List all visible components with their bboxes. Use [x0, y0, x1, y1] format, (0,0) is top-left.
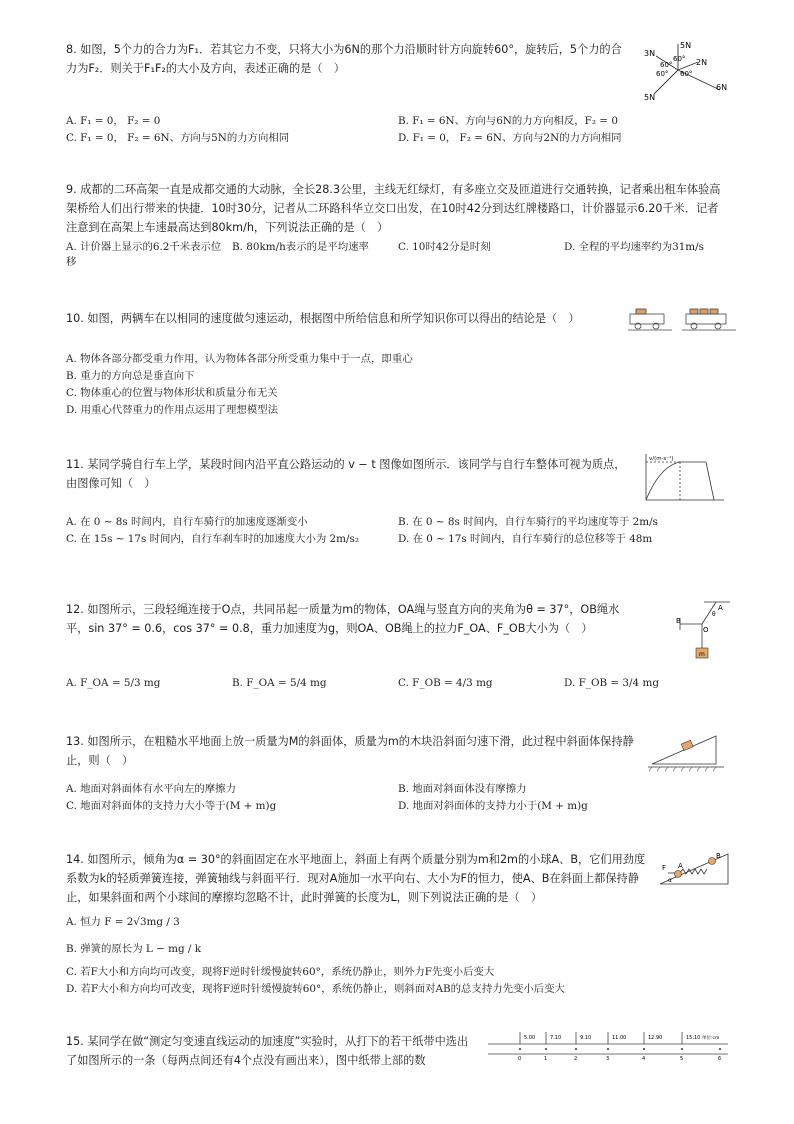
q12-option-c[interactable]: C. F_OB = 4/3 mg — [398, 677, 493, 689]
q8-label-2n: 2N — [696, 58, 708, 67]
question-10 — [66, 309, 626, 328]
q10-option-b[interactable]: B. 重力的方向总是垂直向下 — [66, 370, 195, 382]
question-13 — [66, 732, 636, 770]
question-10-stem: 10. 如图，两辆车在以相同的速度做匀速运动，根据图中所给信息和所学知识你可以得出的结论是（ ） — [66, 312, 580, 325]
q13-incline-figure — [648, 732, 724, 772]
q8-label-3n: 3N — [644, 49, 656, 58]
q12-rope-diagram — [676, 598, 734, 662]
q15-point-3: 3 — [606, 1056, 610, 1060]
q15-point-0: 0 — [518, 1056, 522, 1060]
q15-point-5: 5 — [680, 1056, 684, 1060]
question-11-stem: 11. 某同学骑自行车上学，某段时间内沿平直公路运动的 v − t 图像如图所示．该同学与自行车整体可视为质点，由图像可知（ ） — [66, 458, 626, 490]
q8-force-diagram — [636, 38, 736, 104]
q13-option-a[interactable]: A. 地面对斜面体有水平向左的摩擦力 — [66, 783, 236, 795]
q8-angle-4: 60° — [680, 70, 693, 78]
q12-label-theta: θ — [712, 611, 716, 618]
q11-option-b[interactable]: B. 在 0 ∼ 8s 时间内，自行车骑行的平均速度等于 2m/s — [398, 516, 658, 528]
question-9 — [66, 180, 726, 237]
q15-segment-1: 5.00 — [524, 1035, 536, 1041]
q15-segment-3: 9.10 — [580, 1035, 592, 1041]
question-12-stem: 12. 如图所示，三段轻绳连接于O点，共同吊起一质量为m的物体，OA绳与竖直方向的夹角为θ = 37°，OB绳水平，sin 37° = 0.6，cos 37° = 0.8，重力加速度为g，则OA、OB绳上的拉力F_OA、F_OB大小为（ ） — [66, 603, 620, 635]
q10-option-c[interactable]: C. 物体重心的位置与物体形状和质量分布无关 — [66, 387, 278, 399]
q14-option-d[interactable]: D. 若F大小和方向均可改变，现将F逆时针缓慢旋转60°，系统仍静止，则斜面对AB的总支持力先变小后变大 — [66, 983, 565, 995]
q12-label-o: O — [703, 626, 709, 634]
q15-segment-5: 12.90 — [648, 1035, 663, 1041]
q15-segment-6: 15.10 — [686, 1035, 701, 1041]
q14-option-b[interactable]: B. 弹簧的原长为 L − mg / k — [66, 943, 202, 955]
q15-point-6: 6 — [718, 1056, 722, 1060]
q8-option-a[interactable]: A. F₁ = 0， F₂ = 0 — [66, 115, 161, 127]
q11-option-a[interactable]: A. 在 0 ∼ 8s 时间内，自行车骑行的加速度逐渐变小 — [66, 516, 308, 528]
q8-option-b[interactable]: B. F₁ = 6N、方向与6N的力方向相反，F₂ = 0 — [398, 115, 618, 127]
q8-label-5n-bottom: 5N — [644, 93, 656, 102]
q11-option-d[interactable]: D. 在 0 ∼ 17s 时间内，自行车骑行的总位移等于 48m — [398, 533, 653, 545]
q12-label-b: B — [676, 617, 681, 625]
question-15-stem: 15. 某同学在做“测定匀变速直线运动的加速度”实验时，从打下的若干纸带中选出了如图所示的一条（每两点间还有4个点没有画出来），图中纸带上部的数 — [66, 1035, 469, 1067]
q14-option-c[interactable]: C. 若F大小和方向均可改变，现将F逆时针缓慢旋转60°，系统仍静止，则外力F先变小后变大 — [66, 966, 495, 978]
q9-option-d[interactable]: D. 全程的平均速率约为31m/s — [564, 241, 704, 253]
q8-option-d[interactable]: D. F₁ = 0， F₂ = 6N、方向与2N的力方向相同 — [398, 132, 622, 144]
q14-option-a[interactable]: A. 恒力 F = 2√3mg / 3 — [66, 916, 180, 928]
q13-option-d[interactable]: D. 地面对斜面体的支持力小于(M + m)g — [398, 800, 588, 812]
q8-angle-3: 60° — [656, 70, 669, 78]
question-12 — [66, 600, 636, 638]
q11-vt-graph — [640, 452, 726, 504]
q12-label-a: A — [718, 604, 723, 612]
question-9-stem: 9. 成都的二环高架一直是成都交通的大动脉，全长28.3公里，主线无红绿灯，有多座立交及匝道进行交通转换，记者乘出租车体验高架桥给人们出行带来的快捷．10时30分，记者从二环路科华立交口出发，在10时42分到达红牌楼路口，计价器显示6.20千米．记者注意到在高架上车速最高达到80km/h，下列说法正确的是（ ） — [66, 183, 721, 234]
q15-unit-label: 单位:cm — [702, 1036, 720, 1041]
q10-option-a[interactable]: A. 物体各部分都受重力作用，认为物体各部分所受重力集中于一点，即重心 — [66, 353, 413, 365]
q15-point-2: 2 — [574, 1056, 578, 1060]
q14-label-a: A — [678, 862, 683, 870]
question-8-stem: 8. 如图，5个力的合力为F₁．若其它力不变，只将大小为6N的那个力沿顺时针方向旋转60°，旋转后，5个力的合力为F₂．则关于F₁F₂的大小及方向，表述正确的是（ ） — [66, 43, 622, 75]
q15-point-4: 4 — [642, 1056, 646, 1060]
question-14-stem: 14. 如图所示，倾角为α = 30°的斜面固定在水平地面上，斜面上有两个质量分别为m和2m的小球A、B，它们用劲度系数为k的轻质弹簧连接，弹簧轴线与斜面平行．现对A施加一水平向右、大小为F的恒力，使A、B在斜面上都保持静止，如果斜面和两个小球间的摩擦均忽略不计，此时弹簧的长度为L，则下列说法正确的是（ ） — [66, 853, 646, 904]
q10-option-d[interactable]: D. 用重心代替重力的作用点运用了理想模型法 — [66, 404, 278, 416]
q12-option-a[interactable]: A. F_OA = 5/3 mg — [66, 677, 161, 689]
q8-angle-1: 60° — [660, 61, 673, 69]
q12-label-m: m — [699, 651, 705, 658]
q14-spring-incline-figure — [656, 848, 732, 888]
q14-label-f: F — [662, 864, 667, 872]
q11-option-c[interactable]: C. 在 15s ∼ 17s 时间内，自行车刹车时的加速度大小为 2m/s₂ — [66, 533, 360, 545]
question-14 — [66, 850, 646, 907]
q14-label-b: B — [716, 852, 721, 860]
question-13-stem: 13. 如图所示，在粗糙水平地面上放一质量为M的斜面体，质量为m的木块沿斜面匀速下滑，此过程中斜面体保持静止，则（ ） — [66, 735, 634, 767]
q9-option-a[interactable]: A. 计价器上显示的6.2千米表示位移 — [66, 241, 222, 268]
question-11 — [66, 455, 626, 493]
q15-paper-tape-figure — [488, 1030, 728, 1060]
q8-option-c[interactable]: C. F₁ = 0， F₂ = 6N、方向与5N的力方向相同 — [66, 132, 290, 144]
q10-vehicles-figure — [628, 306, 738, 332]
q8-label-5n-top: 5N — [680, 41, 692, 50]
question-8 — [66, 40, 626, 78]
q12-option-d[interactable]: D. F_OB = 3/4 mg — [564, 677, 659, 689]
q8-angle-2: 60° — [673, 55, 686, 63]
question-15 — [66, 1032, 476, 1070]
q15-point-1: 1 — [544, 1056, 548, 1060]
q15-segment-4: 11.00 — [612, 1035, 627, 1041]
q8-label-6n: 6N — [716, 83, 728, 92]
q13-option-b[interactable]: B. 地面对斜面体没有摩擦力 — [398, 783, 527, 795]
q9-option-c[interactable]: C. 10时42分是时刻 — [398, 241, 491, 253]
q13-option-c[interactable]: C. 地面对斜面体的支持力大小等于(M + m)g — [66, 800, 277, 812]
q11-axis-label: v/(m·s⁻¹) — [649, 456, 674, 462]
q15-segment-2: 7.10 — [550, 1035, 562, 1041]
q14-label-alpha: α — [668, 877, 672, 884]
q12-option-b[interactable]: B. F_OA = 5/4 mg — [232, 677, 327, 689]
q9-option-b[interactable]: B. 80km/h表示的是平均速率 — [232, 241, 369, 253]
